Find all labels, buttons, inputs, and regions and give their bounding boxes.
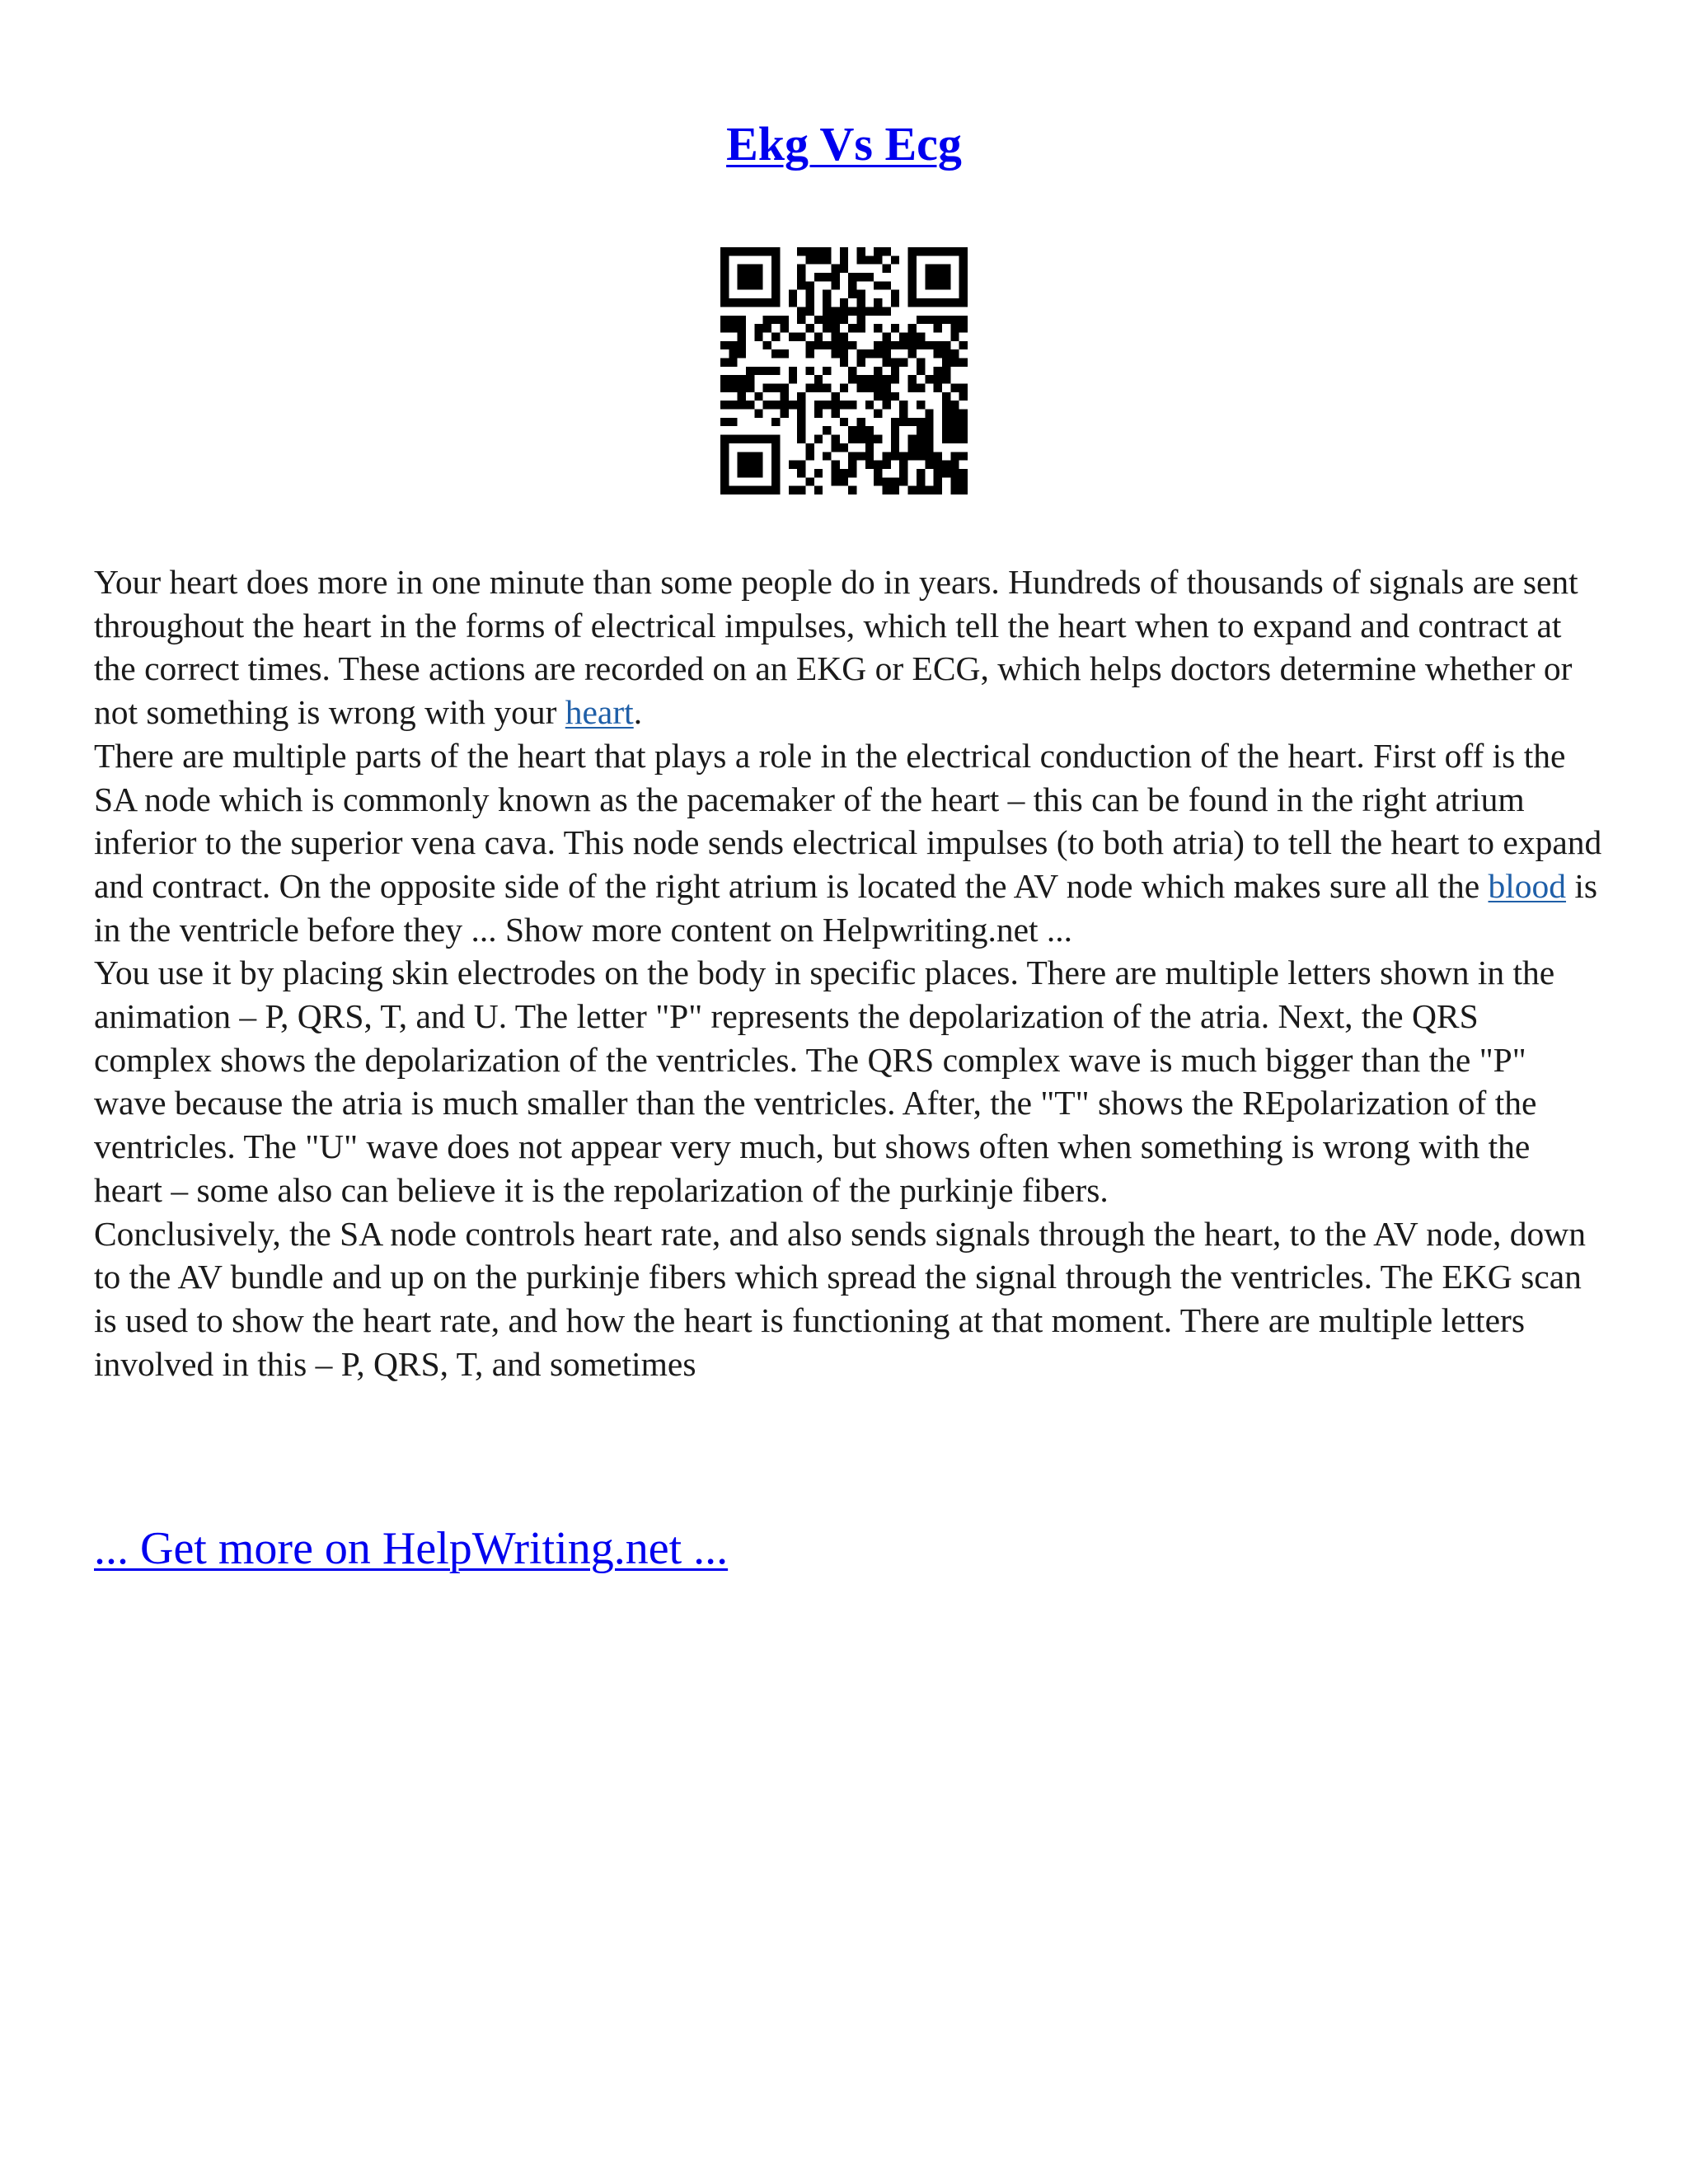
paragraph-1 (94, 560, 1602, 734)
page-title (0, 115, 1688, 173)
blood-link[interactable]: blood (1488, 866, 1567, 905)
paragraph-3: You use it by placing skin electrodes on the body in specific places. There are multiple letters shown in the animation – P, QRS, T, and U. The letter "P" represents the depolarization of the atria. Next, the QRS complex shows the depolarization of the ventricles. The QRS complex wave is much bigger than the "P" wave because the atria is much smaller than the ventricles. After, the "T" shows the REpolarization of the ventricles. The "U" wave does not appear very much, but shows often when something is wrong with the heart – some also can believe it is the repolarization of the purkinje fibers. (94, 954, 1555, 1209)
paragraph-2-end: is in the ventricle before they ... Show more content on Helpwriting.net ... (94, 866, 1598, 949)
heart-link[interactable]: heart (565, 693, 634, 732)
title-link[interactable]: Ekg Vs Ecg (726, 117, 962, 171)
paragraph-2 (94, 734, 1602, 952)
get-more-link[interactable]: ... Get more on HelpWriting.net ... (94, 1523, 729, 1574)
paragraph-1-end: . (633, 693, 643, 732)
paragraph-4: Conclusively, the SA node controls heart rate, and also sends signals through the heart, to the AV node, down to the AV bundle and up on the purkinje fibers which spread the signal through the ventricles. The EKG scan is used to show the heart rate, and how the heart is functioning at that moment. There are multiple letters involved in this – P, QRS, T, and sometimes (94, 1214, 1586, 1383)
qr-code-icon (720, 247, 968, 494)
article-body (94, 560, 1602, 1385)
paragraph-2-text: There are multiple parts of the heart that plays a role in the electrical conduction of the heart. First off is the SA node which is commonly known as the pacemaker of the heart – this can be found in the right atrium inferior to the superior vena cava. This node sends electrical impulses (to both atria) to tell the heart to expand and contract. On the opposite side of the right atrium is located the AV node which makes sure all the (94, 736, 1602, 905)
paragraph-1-text: Your heart does more in one minute than some people do in years. Hundreds of thousands of signals are sent throughout the heart in the forms of electrical impulses, which tell the heart when to expand and contract at the correct times. These actions are recorded on an EKG or ECG, which helps doctors determine whether or not something is wrong with your (94, 563, 1578, 732)
